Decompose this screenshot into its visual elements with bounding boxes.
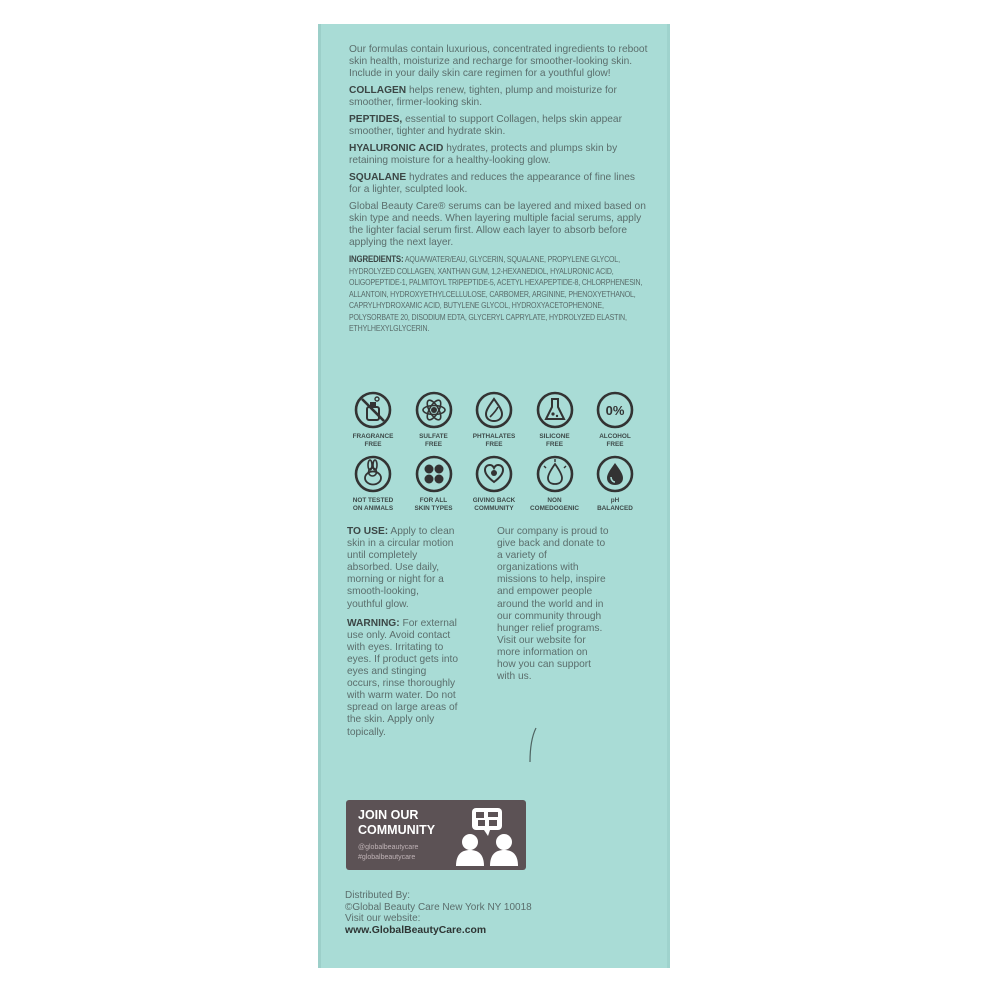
- benefit-text: hydrates and reduces the appearance of fine lines for a lighter, sculpted look.: [349, 172, 635, 195]
- zero-percent-symbol: 0%: [605, 403, 625, 418]
- scuff-mark: [526, 726, 540, 766]
- warning-line: with warm water. Do not: [347, 690, 456, 702]
- company-line: how you can support: [497, 659, 592, 671]
- directions-column: [347, 526, 497, 739]
- claim-label: FRAGRANCE FREE: [352, 433, 394, 448]
- company-line: our community through: [497, 610, 602, 622]
- social-hashtag: #globalbeautycare: [358, 854, 416, 861]
- ph-balanced-icon: [595, 454, 635, 494]
- box-left-edge: [318, 24, 321, 968]
- ingredients-list: [349, 254, 651, 335]
- join-title-line-2: COMMUNITY: [358, 823, 436, 837]
- warning-line: eyes and stinging: [347, 666, 427, 678]
- intro-paragraph: Our formulas contain luxurious, concentrated ingredients to reboot skin health, moisturize and recharge for smoother-looking skin. Include in your daily skin care regimen for a youthful glow!: [349, 44, 648, 79]
- to-use-line-0: [347, 526, 497, 538]
- company-line: a variety of: [497, 550, 547, 562]
- giving-back-icon: [474, 454, 514, 494]
- benefit-text: helps renew, tighten, plump and moisturize for smoother, firmer-looking skin.: [349, 85, 617, 108]
- claim-sulfate-free: [405, 390, 463, 449]
- claims-icon-grid-row-1: [344, 390, 644, 449]
- silicone-free-icon: [535, 390, 575, 430]
- claim-label: FOR ALL SKIN TYPES: [414, 497, 453, 512]
- company-line: Visit our website for: [497, 634, 586, 646]
- benefit-squalane: [349, 172, 649, 196]
- warning-line-0: [347, 618, 497, 630]
- claim-phthalates-free: [465, 390, 523, 449]
- rabbit-icon: [353, 454, 393, 494]
- claim-fragrance-free: [344, 390, 402, 449]
- benefit-text: hydrates, protects and plumps skin by retaining moisture for a healthy-looking glow.: [349, 143, 618, 166]
- benefit-name: HYALURONIC ACID: [349, 143, 444, 154]
- join-community-panel: [346, 800, 526, 870]
- benefit-peptides: [349, 114, 649, 138]
- warning-line: with eyes. Irritating to: [347, 641, 444, 653]
- community-people-icon: [454, 804, 520, 866]
- claim-silicone-free: [526, 390, 584, 449]
- to-use-line: absorbed. Use daily,: [347, 562, 440, 574]
- ingredients-text: AQUA/WATER/EAU, GLYCERIN, SQUALANE, PROPYLENE GLYCOL, HYDROLYZED COLLAGEN, XANTHAN GUM, 1,2-HEXANEDIOL, HYALURONIC ACID, OLIGOPEPTIDE-1, PALMITOYL TRIPEPTIDE-5, ACETYL HEXAPEPTIDE-8, CHLORPHENESIN, ALLANTOIN, HYDROXYETHYLCELLULOSE, CARBOMER, ARGININE, PHENOXYETHANOL, CAPRYLHYDROXAMIC ACID, BUTYLENE GLYCOL, HYDROXYACETOPHENONE, POLYSORBATE 20, DISODIUM EDTA, GLYCERYL CAPRYLATE, HYDROLYZED ELASTIN, ETHYLHEXYLGLYCERIN.: [349, 254, 643, 333]
- no-fragrance-icon: [353, 390, 393, 430]
- claim-ph-balanced: [586, 454, 644, 513]
- warning-label: WARNING:: [347, 617, 400, 629]
- to-use-line: skin in a circular motion: [347, 538, 454, 550]
- claim-label: NON COMEDOGENIC: [530, 497, 579, 512]
- benefit-name: COLLAGEN: [349, 85, 407, 96]
- benefit-text: essential to support Collagen, helps skin appear smoother, tighter and hydrate skin.: [349, 114, 622, 137]
- claim-label: NOT TESTED ON ANIMALS: [352, 497, 394, 512]
- company-column: [497, 526, 657, 683]
- claim-for-all-skin-types: [405, 454, 463, 513]
- company-line: hunger relief programs.: [497, 622, 603, 634]
- company-line: and empower people: [497, 586, 593, 598]
- claim-alcohol-free: [586, 390, 644, 449]
- benefit-hyaluronic-acid: [349, 143, 649, 167]
- distributed-by-label: Distributed By:: [345, 890, 411, 901]
- distributor-address: ©Global Beauty Care New York NY 10018: [345, 901, 532, 913]
- warning-line: topically.: [347, 726, 386, 738]
- warning-line: spread on large areas of: [347, 702, 458, 714]
- layering-paragraph: Global Beauty Care® serums can be layered and mixed based on skin type and needs. When layering multiple facial serums, apply the lighter facial serum first. Allow each layer to absorb before applying the next layer.: [349, 201, 646, 248]
- warning-text: For external: [402, 617, 457, 629]
- to-use-line: smooth-looking,: [347, 586, 419, 598]
- benefit-name: PEPTIDES,: [349, 114, 403, 125]
- product-box-side-panel: [318, 24, 670, 968]
- phthalates-free-icon: [474, 390, 514, 430]
- claim-giving-back: [465, 454, 523, 513]
- claim-label: SILICONE FREE: [539, 433, 570, 448]
- claim-non-comedogenic: [526, 454, 584, 513]
- benefit-name: SQUALANE: [349, 172, 407, 183]
- company-line: give back and donate to: [497, 538, 606, 550]
- warning-line: use only. Avoid contact: [347, 629, 451, 641]
- claim-not-tested-on-animals: [344, 454, 402, 513]
- company-line: more information on: [497, 646, 588, 658]
- to-use-line: until completely: [347, 550, 418, 562]
- website-url-text: www.GlobalBeautyCare.com: [345, 924, 487, 936]
- company-line: Our company is proud to: [497, 526, 609, 537]
- to-use-label: TO USE:: [347, 526, 389, 537]
- claims-icon-grid-row-2: [344, 454, 644, 513]
- to-use-line: morning or night for a: [347, 574, 444, 586]
- company-line: missions to help, inspire: [497, 574, 606, 586]
- company-line: around the world and in: [497, 598, 604, 610]
- skin-types-icon: [414, 454, 454, 494]
- claim-label: PHTHALATES FREE: [472, 433, 516, 448]
- company-line: with us.: [497, 671, 532, 683]
- visit-website-label: Visit our website:: [345, 913, 421, 925]
- warning-line: eyes. If product gets into: [347, 653, 458, 665]
- join-community-title: [358, 808, 435, 838]
- distributor-block: [345, 890, 645, 936]
- warning-line: occurs, rinse thoroughly: [347, 678, 456, 690]
- to-use-line: youthful glow.: [347, 598, 409, 610]
- box-right-edge: [667, 24, 670, 968]
- description-block: [349, 44, 649, 340]
- warning-line: the skin. Apply only: [347, 714, 435, 726]
- join-title-line-1: JOIN OUR: [358, 808, 419, 822]
- to-use-text: Apply to clean: [390, 526, 455, 537]
- non-comedogenic-icon: [535, 454, 575, 494]
- claim-label: GIVING BACK COMMUNITY: [472, 497, 516, 512]
- sulfate-free-icon: [414, 390, 454, 430]
- ingredients-label: INGREDIENTS:: [349, 254, 404, 265]
- social-handle: @globalbeautycare: [358, 844, 419, 851]
- claim-label: SULFATE FREE: [419, 433, 448, 448]
- alcohol-free-icon: [595, 390, 635, 430]
- claim-label: ALCOHOL FREE: [599, 433, 631, 448]
- claim-label: pH BALANCED: [597, 497, 633, 512]
- company-line: organizations with: [497, 562, 579, 574]
- benefit-collagen: [349, 85, 649, 109]
- website-url: [345, 925, 645, 937]
